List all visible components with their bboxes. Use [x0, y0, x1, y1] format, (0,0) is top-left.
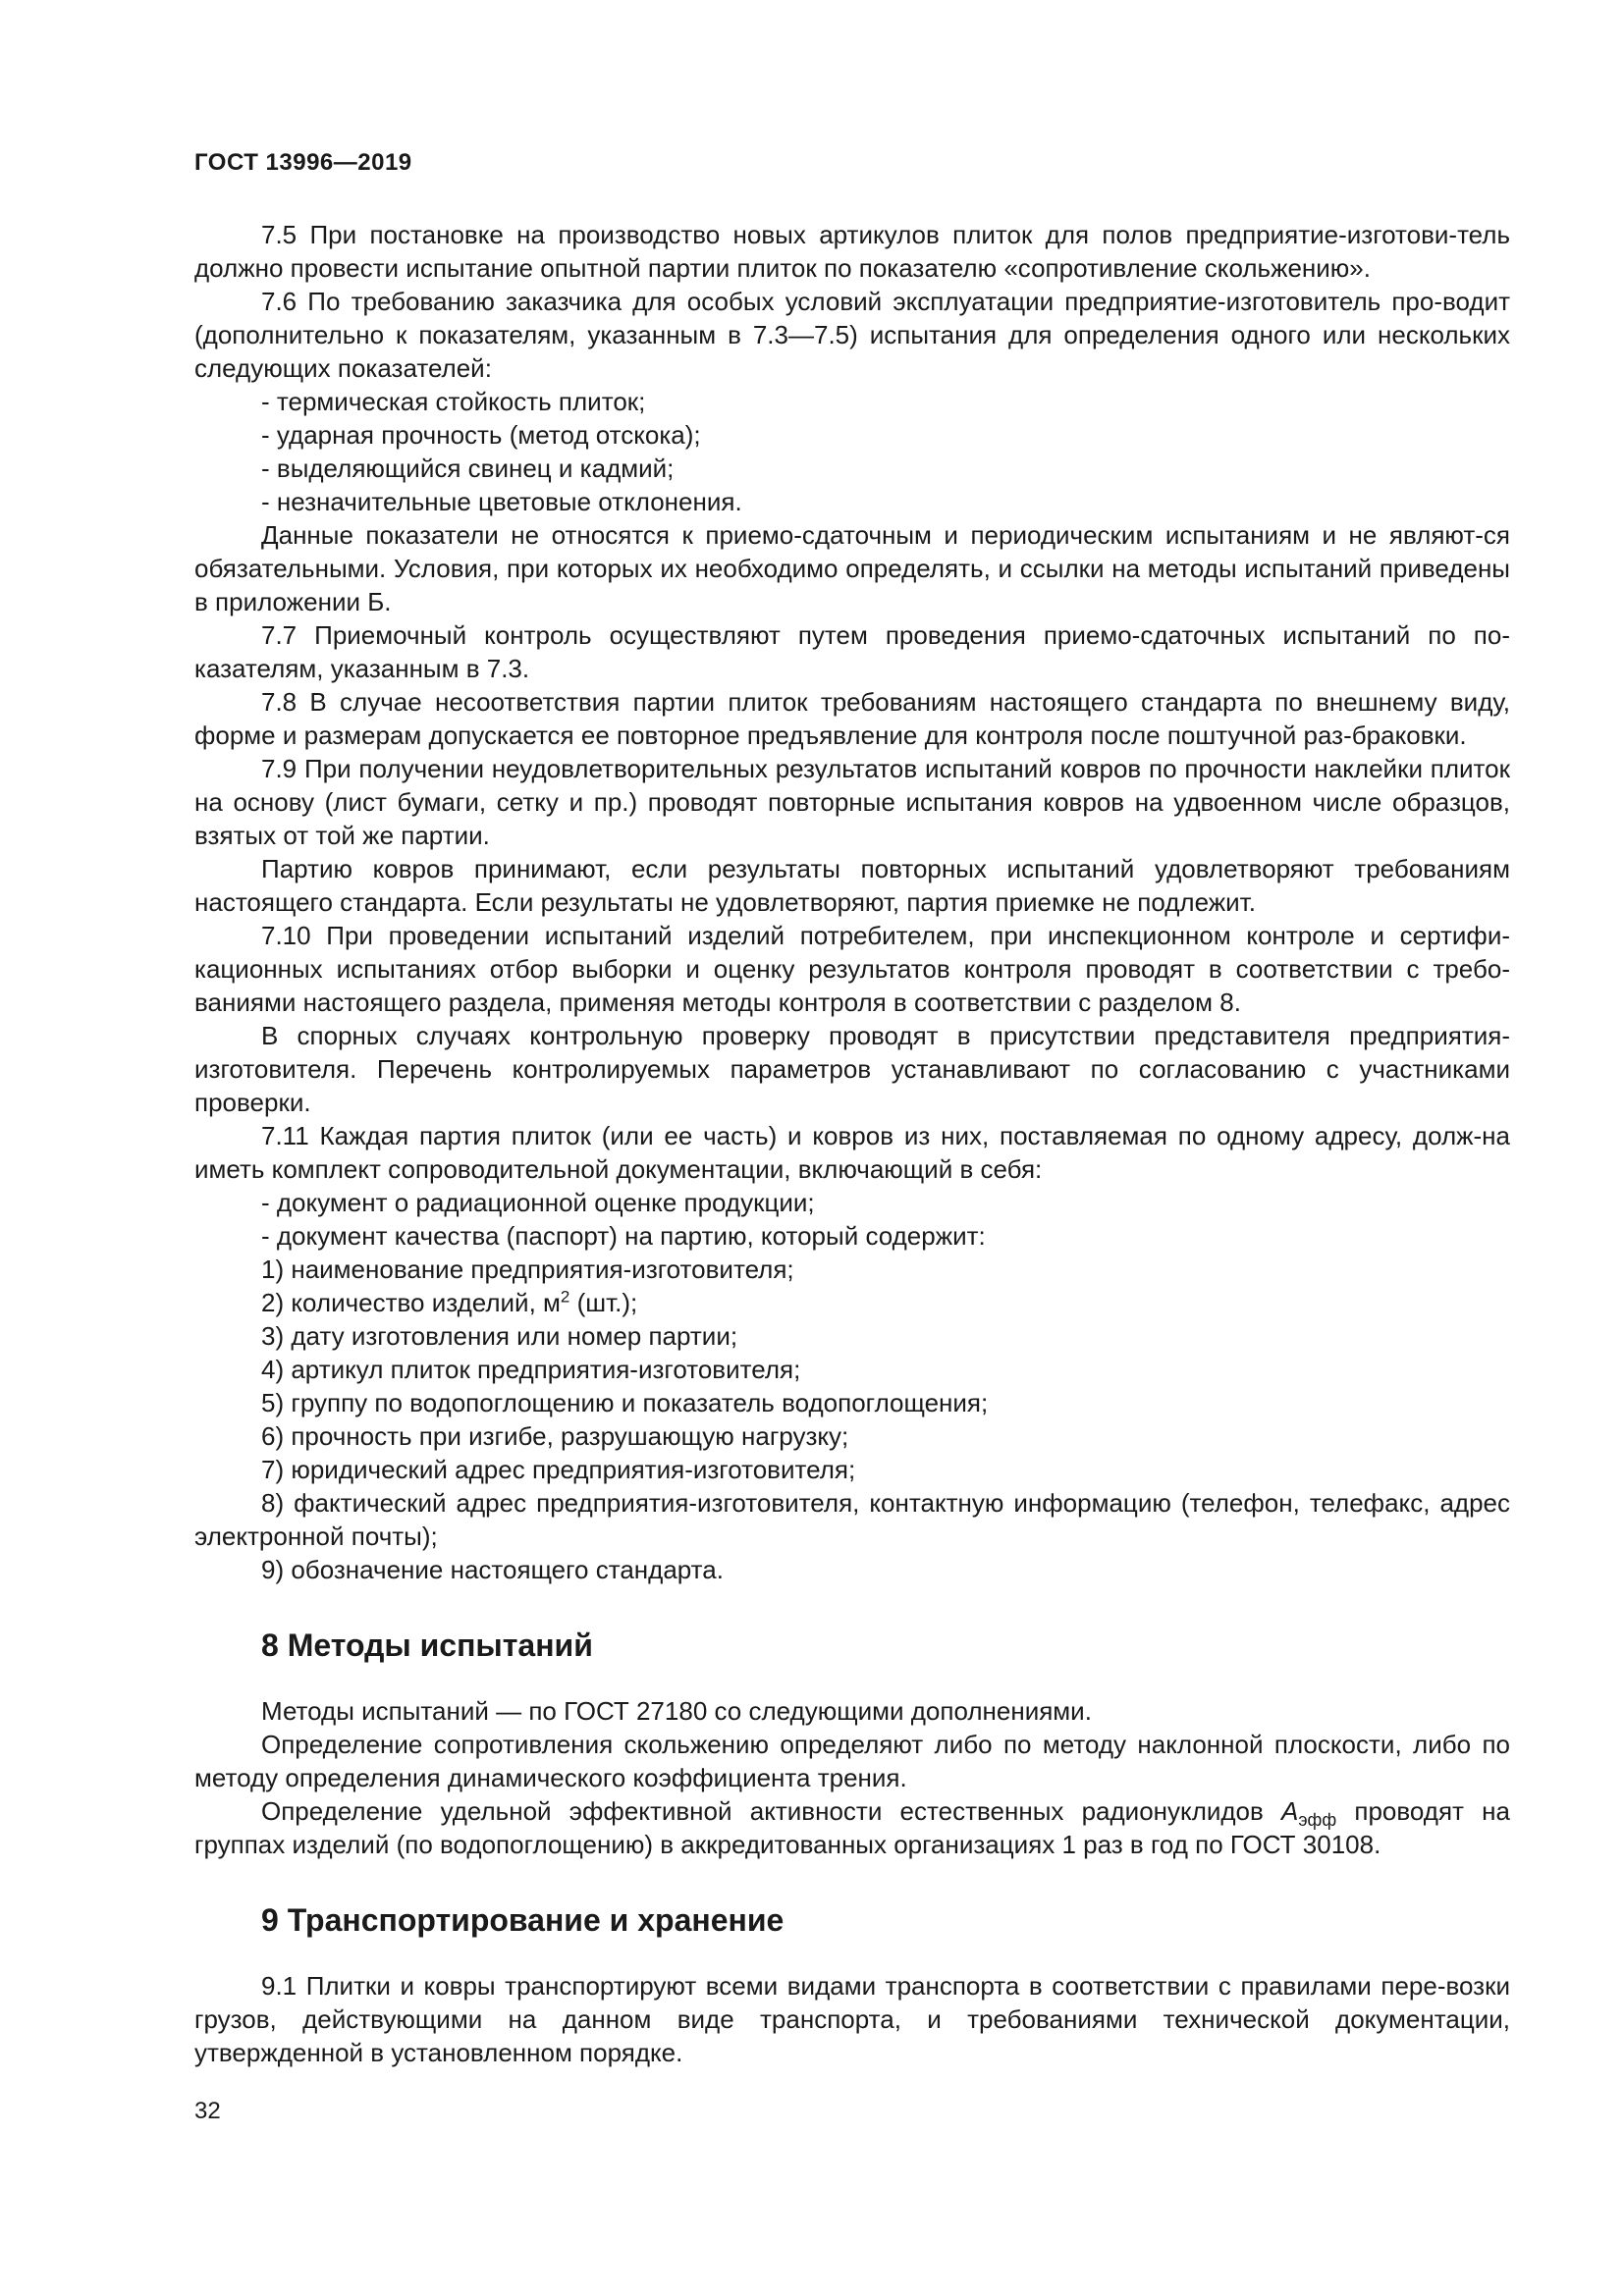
list-item: - термическая стойкость плиток;: [261, 387, 646, 416]
clause-9-1: 9.1 Плитки и ковры транспортируют всеми видами транспорта в соответствии с правилами пере-возки грузов, действующими на данном виде транспорта, и требованиями технической документации, утвержденной в установленном порядке.: [194, 1971, 1510, 2067]
clause-7-9: 7.9 При получении неудовлетворительных результатов испытаний ковров по прочности наклейки плиток на основу (лист бумаги, сетку и пр.) проводят повторные испытания ковров на удвоенном числе образцов, взятых от той же партии.: [194, 754, 1510, 850]
clause-7-9-note: Партию ковров принимают, если результаты повторных испытаний удовлетворяют требованиям настоящего стандарта. Если результаты не удовлетворяют, партия приемке не подлежит.: [194, 854, 1510, 917]
page-number: 32: [194, 2098, 221, 2124]
clause-7-10-note: В спорных случаях контрольную проверку проводят в присутствии представителя предприятия-изготовителя. Перечень контролируемых параметров устанавливают по согласованию с участниками проверки.: [194, 1021, 1510, 1117]
superscript-2: 2: [560, 1287, 570, 1307]
document-body: [194, 218, 1510, 2069]
section-9-heading: 9 Транспортирование и хранение: [261, 1902, 785, 1938]
activity-symbol: A: [1281, 1796, 1299, 1826]
list-item: - ударная прочность (метод отскока);: [261, 420, 701, 450]
list-item: - документ качества (паспорт) на партию, который содержит:: [261, 1221, 986, 1251]
section-8-paragraph: Определение сопротивления скольжению определяют либо по методу наклонной плоскости, либо по методу определения динамического коэффициента трения.: [194, 1730, 1510, 1792]
document-code: ГОСТ 13996—2019: [194, 149, 412, 176]
activity-text-end: проводят на группах изделий (по водопоглощению) в аккредитованных организациях 1 раз в год по ГОСТ 30108.: [194, 1796, 1510, 1859]
list-item: - выделяющийся свинец и кадмий;: [261, 454, 675, 483]
list-item-quantity: [194, 1286, 1510, 1319]
clause-7-10: 7.10 При проведении испытаний изделий потребителем, при инспекционном контроле и сертифи-кационных испытаниях отбор выборки и оценку результатов контроля проводят в соответствии с требо-ваниями настоящего раздела, применяя методы контроля в соответствии с разделом 8.: [194, 921, 1510, 1017]
clause-7-11: 7.11 Каждая партия плиток (или ее часть) и ковров из них, поставляемая по одному адресу, долж-на иметь комплект сопроводительной документации, включающий в себя:: [194, 1121, 1510, 1184]
section-8-heading: 8 Методы испытаний: [261, 1628, 593, 1663]
activity-text: Определение удельной эффективной активности естественных радионуклидов: [261, 1796, 1282, 1826]
clause-7-6: 7.6 По требованию заказчика для особых условий эксплуатации предприятие-изготовитель про-водит (дополнительно к показателям, указанным в 7.3—7.5) испытания для определения одного или нескольких следующих показателей:: [194, 287, 1510, 383]
quantity-text: 2) количество изделий, м: [261, 1288, 561, 1317]
quantity-unit: (шт.);: [569, 1288, 638, 1317]
clause-7-6-note: Данные показатели не относятся к приемо-сдаточным и периодическим испытаниям и не являют-ся обязательными. Условия, при которых их необходимо определять, и ссылки на методы испытаний приведены в приложении Б.: [194, 520, 1510, 616]
list-item: 8) фактический адрес предприятия-изготовителя, контактную информацию (телефон, телефакс, адрес электронной почты);: [194, 1488, 1510, 1551]
activity-subscript: эфф: [1298, 1810, 1337, 1831]
list-item: 1) наименование предприятия-изготовителя;: [261, 1255, 794, 1284]
list-item: 6) прочность при изгибе, разрушающую нагрузку;: [261, 1421, 849, 1451]
list-item: - документ о радиационной оценке продукции;: [261, 1188, 815, 1217]
list-item: 7) юридический адрес предприятия-изготовителя;: [261, 1455, 856, 1484]
list-item: 4) артикул плиток предприятия-изготовителя;: [261, 1355, 801, 1384]
list-item: 9) обозначение настоящего стандарта.: [261, 1555, 724, 1584]
clause-7-7: 7.7 Приемочный контроль осуществляют путем проведения приемо-сдаточных испытаний по по-казателям, указанным в 7.3.: [194, 620, 1510, 683]
clause-7-8: 7.8 В случае несоответствия партии плиток требованиям настоящего стандарта по внешнему виду, форме и размерам допускается ее повторное предъявление для контроля после поштучной раз-браковки.: [194, 687, 1510, 750]
list-item: 5) группу по водопоглощению и показатель водопоглощения;: [261, 1388, 989, 1417]
section-8-paragraph: Методы испытаний — по ГОСТ 27180 со следующими дополнениями.: [261, 1696, 1092, 1726]
list-item: 3) дату изготовления или номер партии;: [261, 1321, 738, 1351]
section-8-activity-paragraph: [194, 1794, 1510, 1861]
list-item: - незначительные цветовые отклонения.: [261, 487, 742, 516]
clause-7-5: 7.5 При постановке на производство новых артикулов плиток для полов предприятие-изготови-тель должно провести испытание опытной партии плиток по показателю «сопротивление скольжению».: [194, 220, 1510, 283]
